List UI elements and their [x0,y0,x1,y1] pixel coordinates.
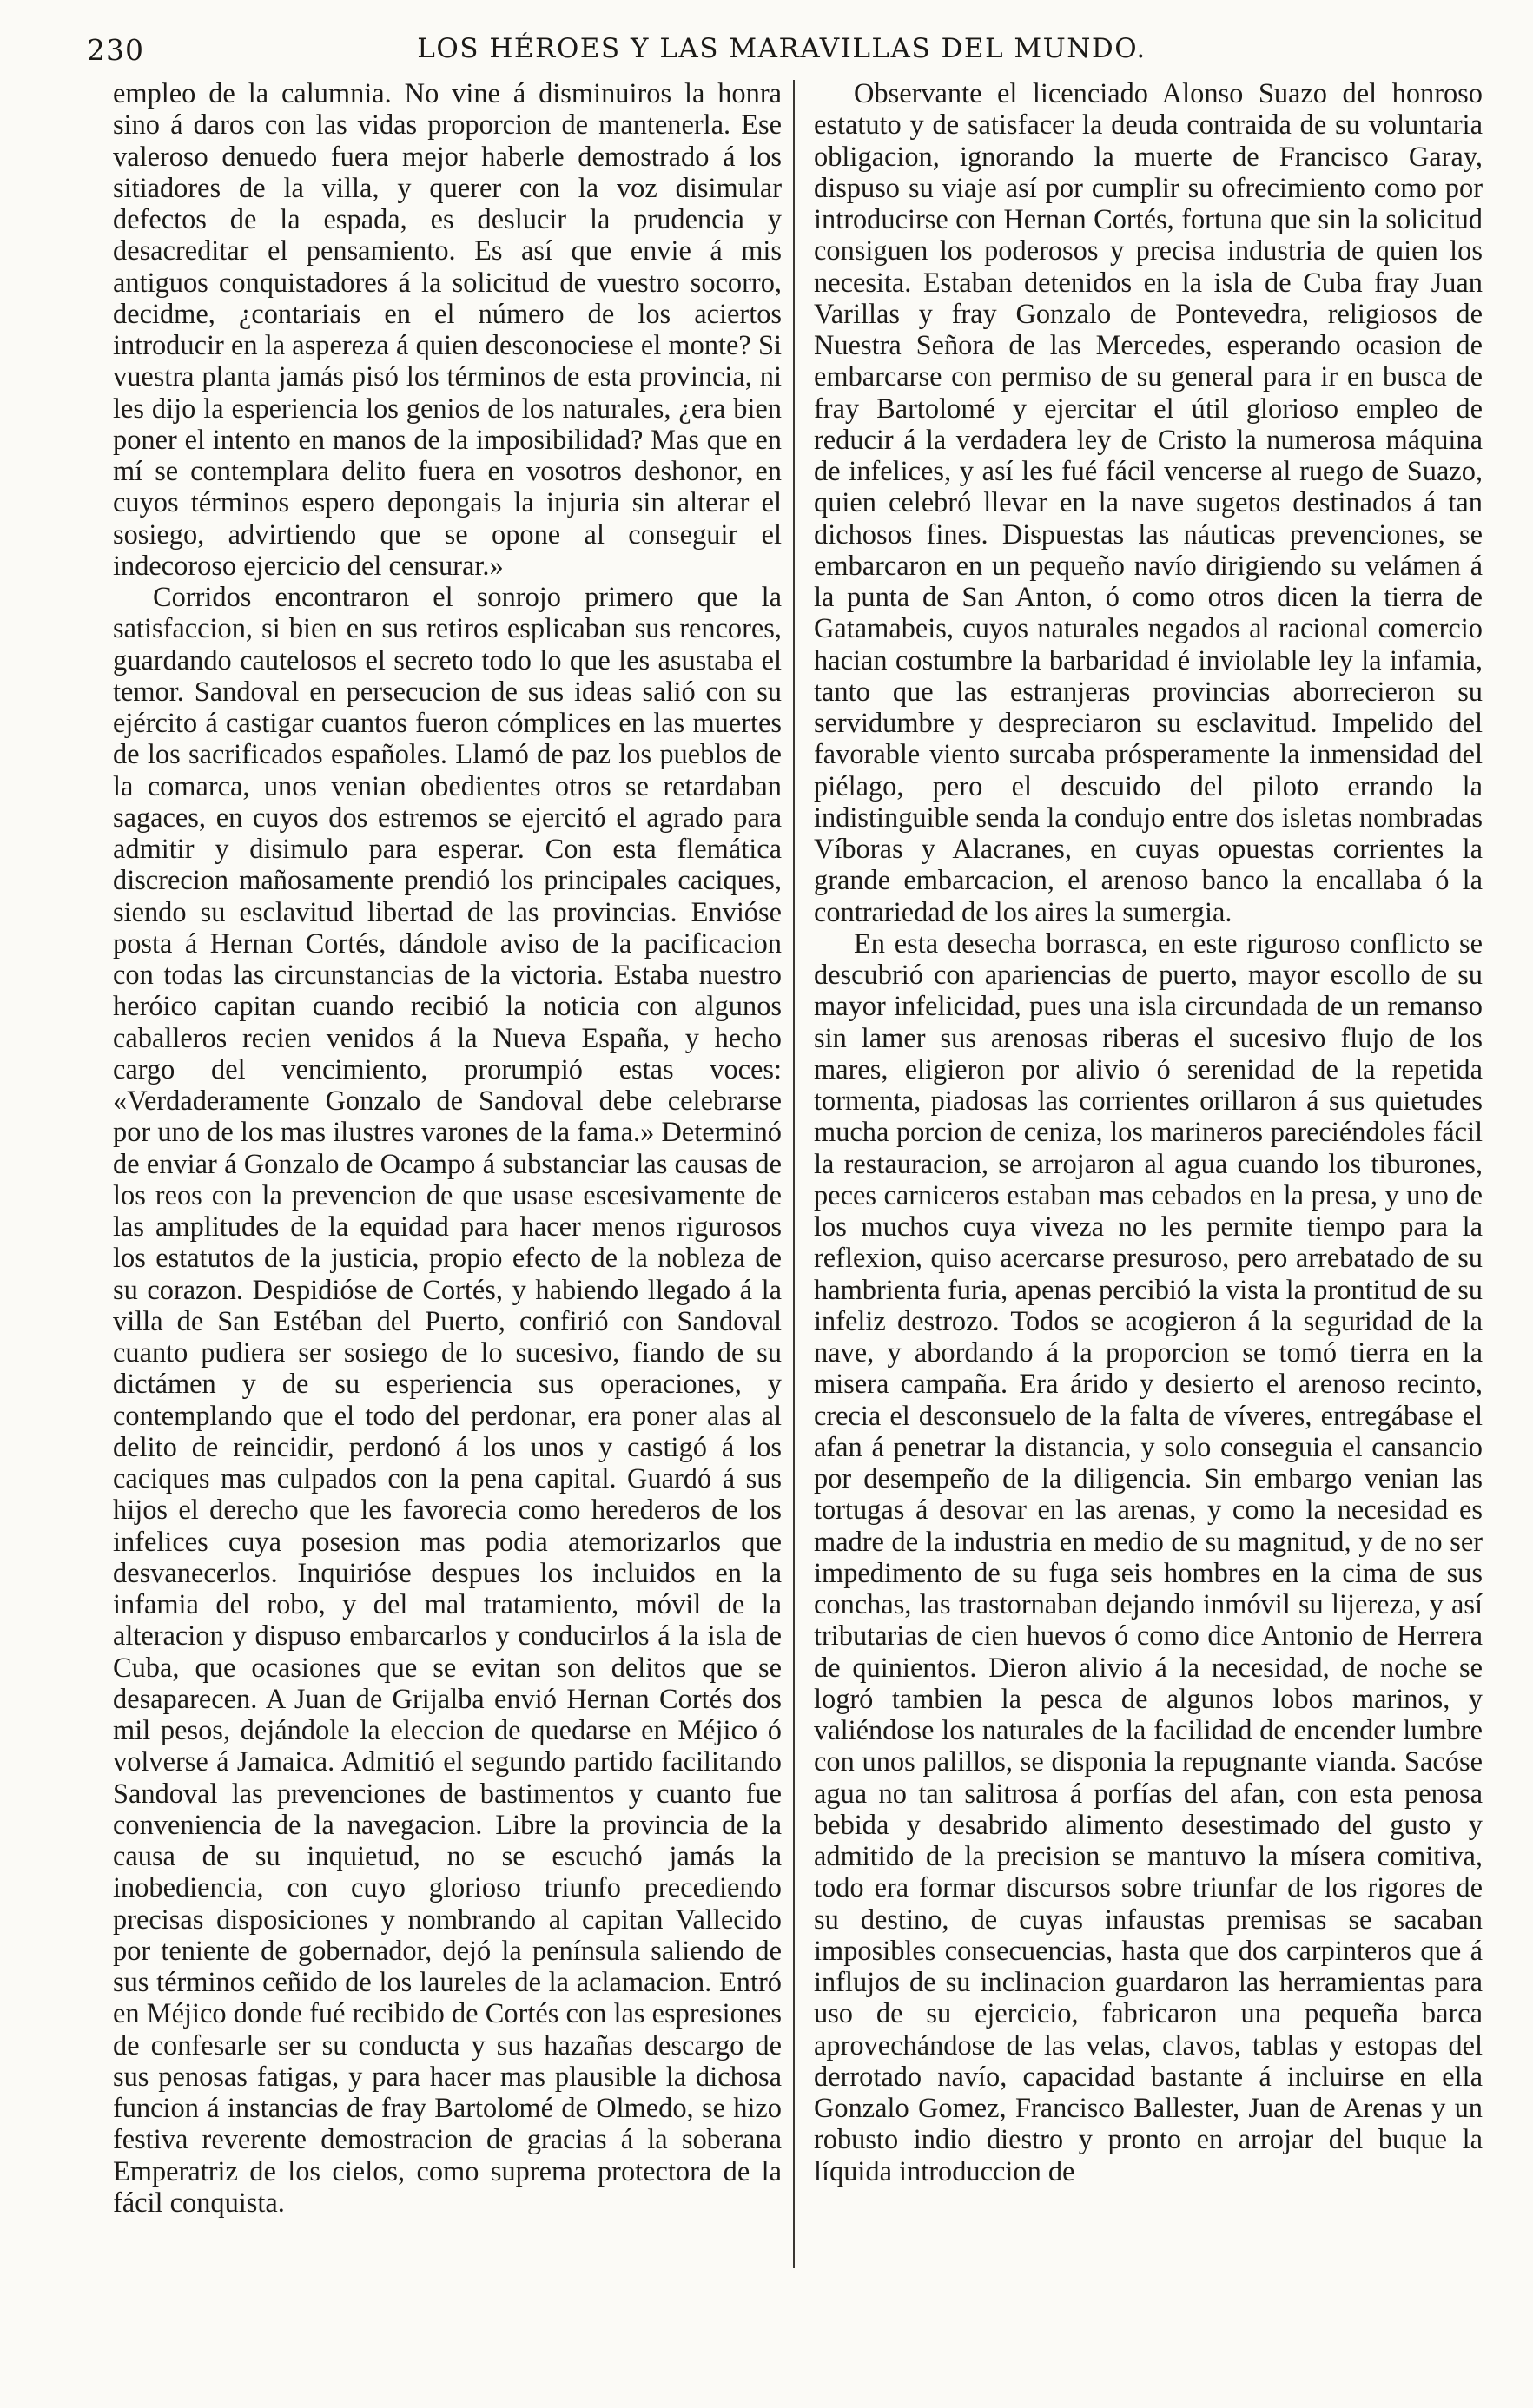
column-divider [793,80,795,2268]
page-number: 230 [87,33,144,67]
paragraph: Observante el licenciado Alonso Suazo del honroso estatuto y de satisfacer la deuda contraida de su voluntaria obligacion, ignorando la muerte de Francisco Garay, dispuso su viaje así por cumplir su ofrecimiento como por introducirse con Hernan Cortés, fortuna que sin la solicitud consiguen los poderosos y precisa industria de quien los necesita. Estaban detenidos en la isla de Cuba fray Juan Varillas y fray Gonzalo de Pontevedra, religiosos de Nuestra Señora de las Mercedes, esperando ocasion de embarcarse con permiso de su general para ir en busca de fray Bartolomé y ejercitar el útil glorioso empleo de reducir á la verdadera ley de Cristo la numerosa máquina de infelices, y así les fué fácil vencerse al ruego de Suazo, quien celebró llevar en la nave sugetos destinados á tan dichosos fines. Dispuestas las náuticas prevenciones, se embarcaron en un pequeño navío dirigiendo su velámen á la punta de San Anton, ó como otros dicen la tierra de Gatamabeis, cuyos naturales negados al racional comercio hacian costumbre la barbaridad é inviolable ley la infamia, tanto que las estranjeras provincias aborrecieron su servidumbre y despreciaron su esclavitud. Impelido del favorable viento surcaba prósperamente la inmensidad del piélago, pero el descuido del piloto errando la indistinguible senda la condujo entre dos isletas nombradas Víboras y Alacranes, en cuyas opuestas corrientes la grande embarcacion, el arenoso banco la encallaba ó la contrariedad de los aires la sumergia. [814,78,1483,928]
paragraph: Corridos encontraron el sonrojo primero que la satisfaccion, si bien en sus retiros esplicaban sus rencores, guardando cautelosos el secreto todo lo que les asustaba el temor. Sandoval en persecucion de sus ideas salió con su ejército á castigar cuantos fueron cómplices en las muertes de los sacrificados españoles. Llamó de paz los pueblos de la comarca, unos venian obedientes otros se retardaban sagaces, en cuyos dos estremos se ejercitó el agrado para admitir y disimulo para esperar. Con esta flemática discrecion mañosamente prendió los principales caciques, siendo su esclavitud libertad de las provincias. Envióse posta á Hernan Cortés, dándole aviso de la pacificacion con todas las circunstancias de la victoria. Estaba nuestro heróico capitan cuando recibió la noticia con algunos caballeros recien venidos á la Nueva España, y hecho cargo del vencimiento, prorumpió estas voces: «Verdaderamente Gonzalo de Sandoval debe celebrarse por uno de los mas ilustres varones de la fama.» Determinó de enviar á Gonzalo de Ocampo á substanciar las causas de los reos con la prevencion de que usase escesivamente de las amplitudes de la equidad para hacer menos rigurosos los estatutos de la justicia, propio efecto de la nobleza de su corazon. Despidióse de Cortés, y habiendo llegado á la villa de San Estéban del Puerto, confirió con Sandoval cuanto pudiera ser sosiego de lo sucesivo, fiando de su dictámen y de su esperiencia sus operaciones, y contemplando que el todo del perdonar, era poner alas al delito de reincidir, perdonó á los unos y castigó á los caciques mas culpados con la pena capital. Guardó á sus hijos el derecho que les favorecia como herederos de los infelices cuya posesion mas podia atemorizarlos que desvanecerlos. Inquirióse despues los incluidos en la infamia del robo, y del mal tratamiento, móvil de la alteracion y dispuso embarcarlos y conducirlos á la isla de Cuba, que ocasiones que se evitan son delitos que se desaparecen. A Juan de Grijalba envió Hernan Cortés dos mil pesos, dejándole la eleccion de quedarse en Méjico ó volverse á Jamaica. Admitió el segundo partido facilitando Sandoval las prevenciones de bastimentos y cuanto fue conveniencia de la navegacion. Libre la provincia de la causa de su inquietud, no se escuchó jamás la inobediencia, con cuyo glorioso triunfo precediendo precisas disposiciones y nombrando al capitan Vallecido por teniente de gobernador, dejó la península saliendo de sus términos ceñido de los laureles de la aclamacion. Entró en Méjico donde fué recibido de Cortés con las espresiones de confesarle ser su conducta y sus hazañas descargo de sus penosas fatigas, y para hacer mas plausible la dichosa funcion á instancias de fray Bartolomé de Olmedo, se hizo festiva reverente demostracion de gracias á la soberana Emperatriz de los cielos, como suprema protectora de la fácil conquista. [113,582,782,2219]
paragraph: empleo de la calumnia. No vine á disminuiros la honra sino á daros con las vidas proporcion de mantenerla. Ese valeroso denuedo fuera mejor haberle demostrado á los sitiadores de la villa, y querer con la voz disimular defectos de la espada, es deslucir la prudencia y desacreditar el pensamiento. Es así que envie á mis antiguos conquistadores á la solicitud de vuestro socorro, decidme, ¿contariais en el número de los aciertos introducir en la aspereza á quien desconociese el monte? Si vuestra planta jamás pisó los términos de esta provincia, ni les dijo la esperiencia los genios de los naturales, ¿era bien poner el intento en manos de la imposibilidad? Mas que en mí se contemplara delito fuera en vosotros deshonor, en cuyos términos espero depongais la injuria sin alterar el sosiego, advirtiendo que se opone al conseguir el indecoroso ejercicio del censurar.» [113,78,782,582]
paragraph: En esta desecha borrasca, en este riguroso conflicto se descubrió con apariencias de puerto, mayor escollo de su mayor infelicidad, pues una isla circundada de un remanso sin lamer sus arenosas riberas el sucesivo flujo de los mares, eligieron por alivio ó serenidad de la repetida tormenta, piadosas las corrientes orillaron á sus quietudes mucha porcion de ceniza, los marineros pareciéndoles fácil la restauracion, se arrojaron al agua cuando los tiburones, peces carniceros estaban mas cebados en la presa, y uno de los muchos cuya viveza no les permite tiempo para la reflexion, quiso acercarse presuroso, pero arrebatado de su hambrienta furia, apenas percibió la vista la prontitud de su infeliz destrozo. Todos se acogieron á la seguridad de la nave, y abordando á la proporcion se tomó tierra en la misera campaña. Era árido y desierto el arenoso recinto, crecia el desconsuelo de la falta de víveres, entregábase el afan á penetrar la distancia, y solo conseguia el cansancio por desempeño de la diligencia. Sin embargo venian las tortugas á desovar en las arenas, y como la necesidad es madre de la industria en medio de su magnitud, y de no ser impedimento de su fuga seis hombres en la cima de sus conchas, las trastornaban dejando inmóvil su lijereza, y así tributarias de cien huevos ó como dice Antonio de Herrera de quinientos. Dieron alivio á la necesidad, de noche se logró tambien la pesca de algunos lobos marinos, y valiéndose los naturales de la facilidad de encender lumbre con unos palillos, se disponia la repugnante vianda. Sacóse agua no tan salitrosa á porfías del afan, con esta penosa bebida y desabrido alimento desestimado del gusto y admitido de la precision se mantuvo la mísera comitiva, todo era formar discursos sobre triunfar de los rigores de su destino, de cuyas infaustas premisas se sacaban imposibles consecuencias, hasta que dos carpinteros que á influjos de su inclinacion guardaron las herramientas para uso de su ejercicio, fabricaron una pequeña barca aprovechándose de las velas, clavos, tablas y estopas del derrotado navío, capacidad bastante á incluirse en ella Gonzalo Gomez, Francisco Ballester, Juan de Arenas y un robusto indio diestro y pronto en arrojar del buque la líquida introduccion de [814,927,1483,2187]
running-title: LOS HÉROES Y LAS MARAVILLAS DEL MUNDO. [417,33,1146,64]
left-column [113,78,782,2392]
right-column [814,78,1483,2392]
running-head [87,33,1477,76]
